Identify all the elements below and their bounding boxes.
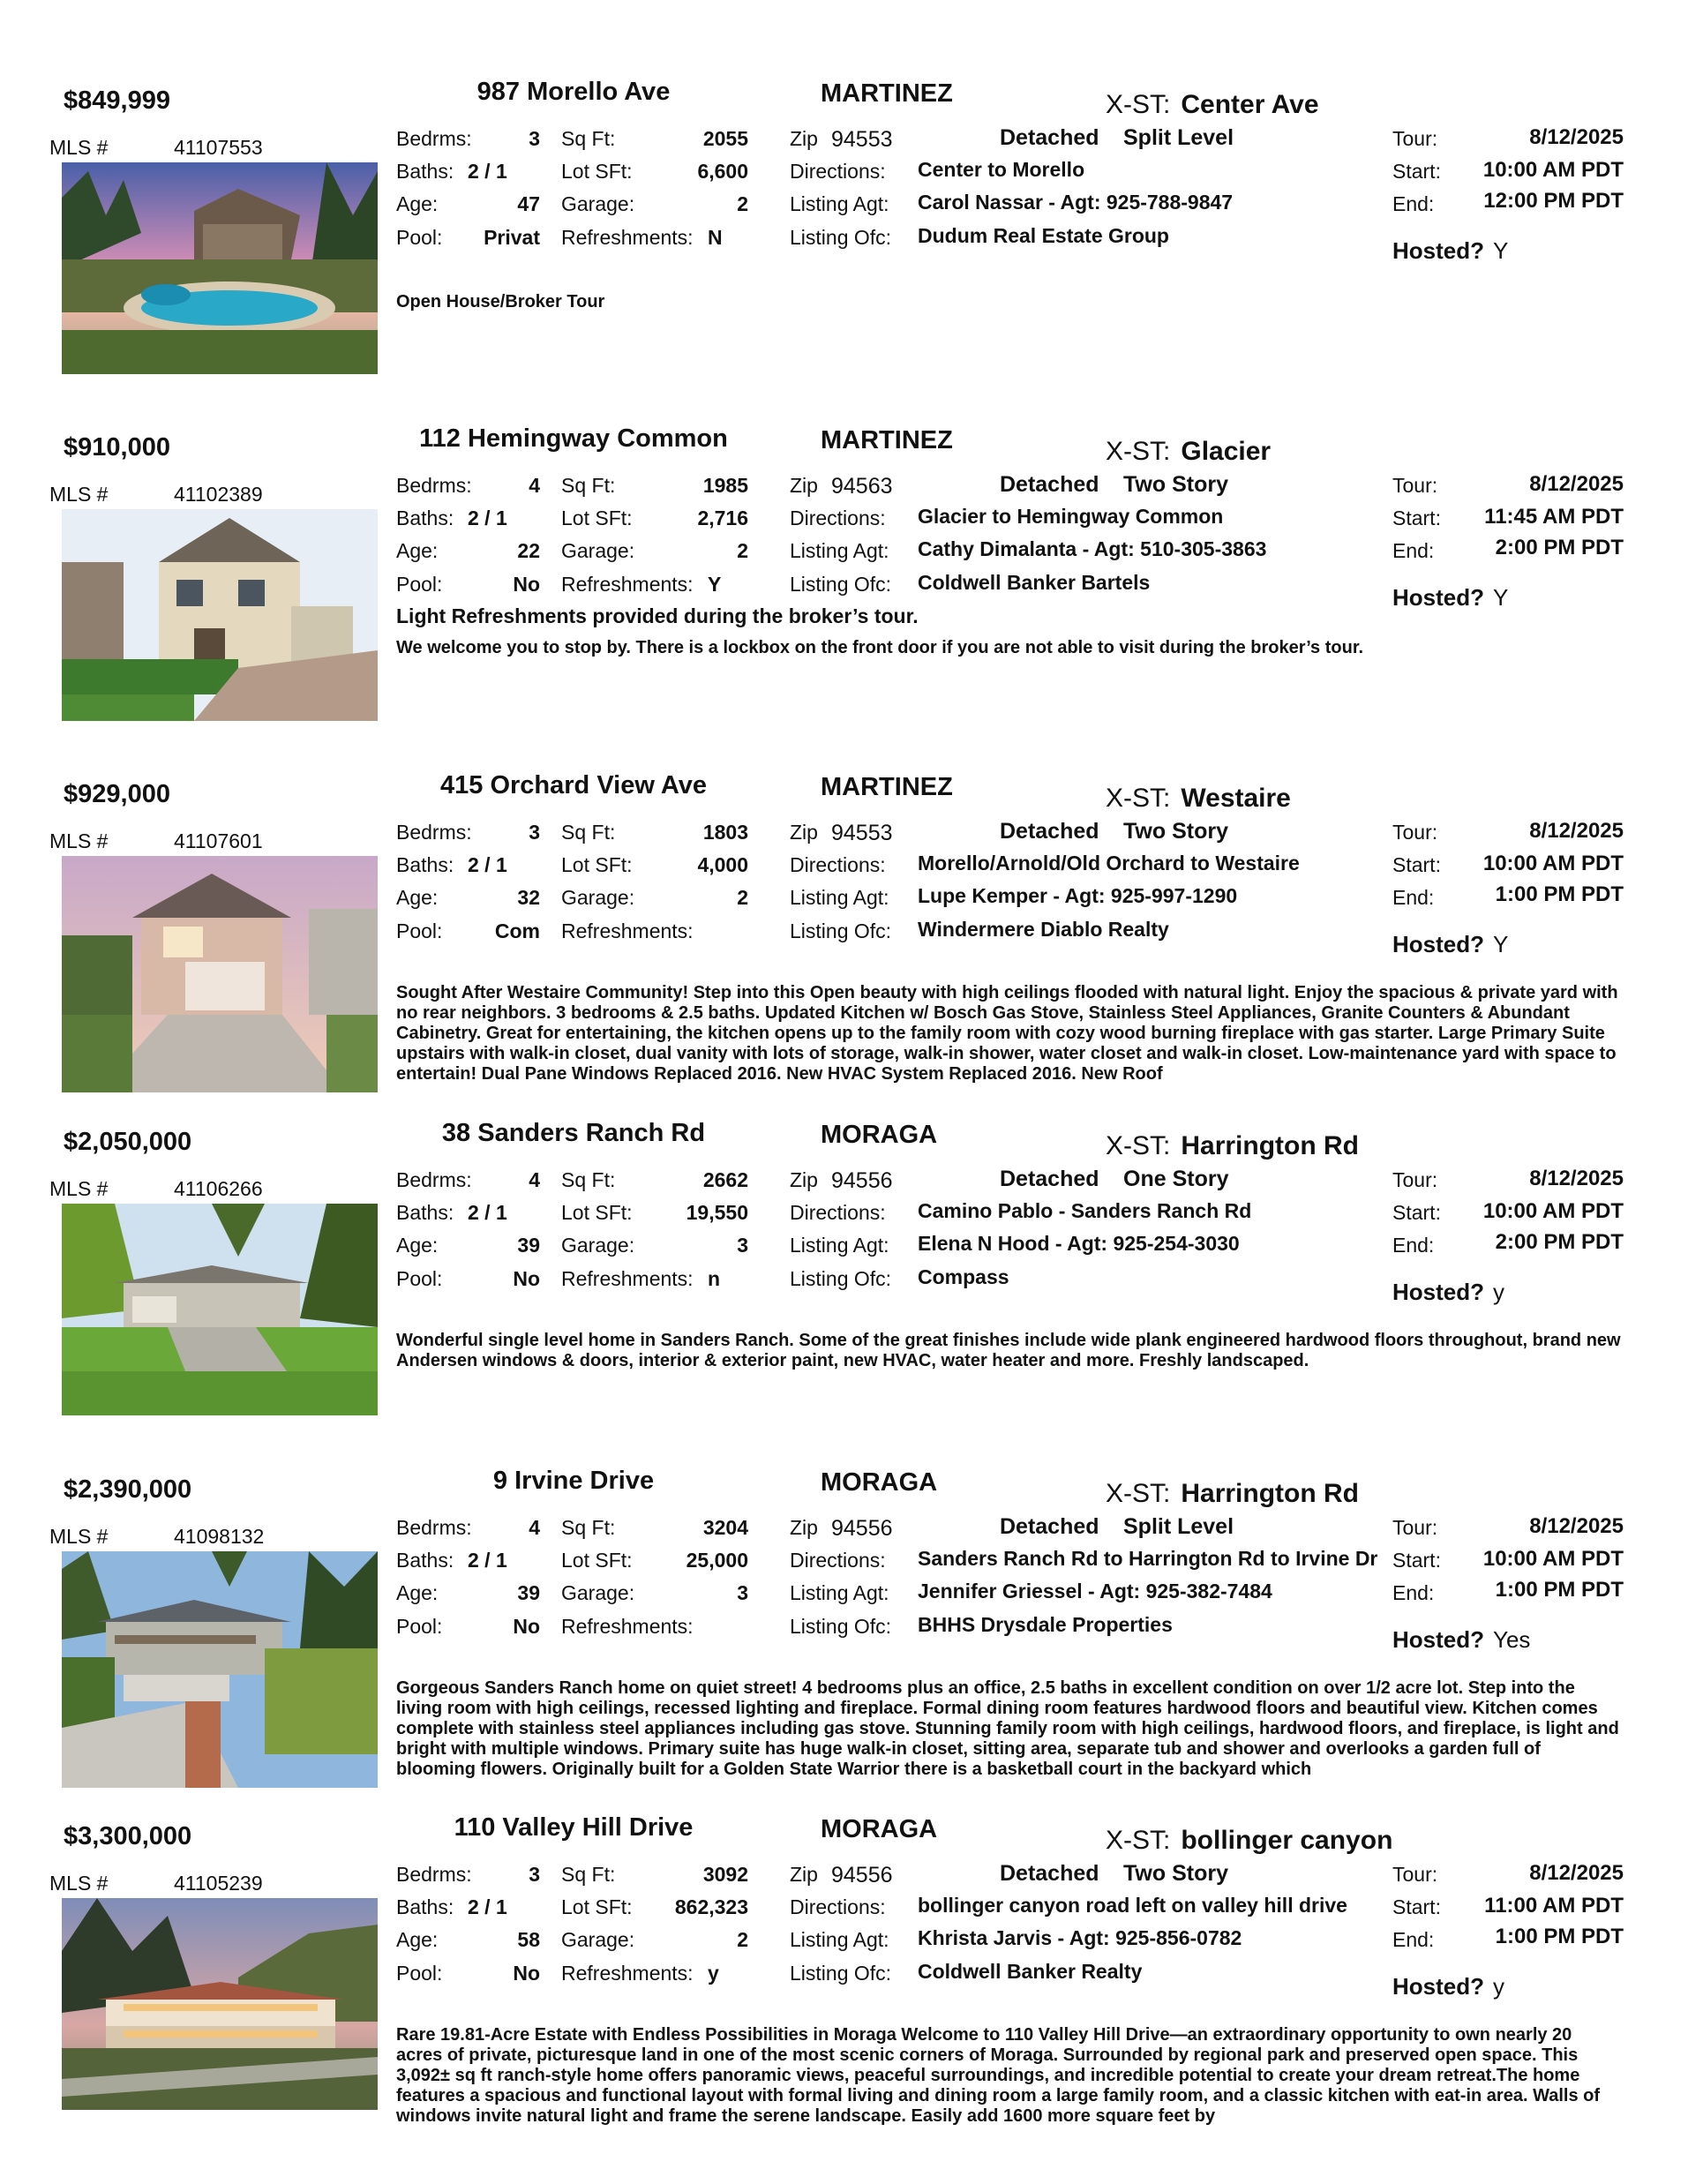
property-style: One Story (1123, 1167, 1229, 1191)
age-value: 22 (517, 539, 540, 562)
garage-label: Garage: (561, 539, 635, 562)
bedrms-label: Bedrms: (396, 821, 472, 844)
end-time: 1:00 PM PDT (1495, 882, 1624, 906)
lotsft-value: 19,550 (686, 1201, 748, 1224)
mls-number: 41098132 (174, 1525, 265, 1548)
zip-label: Zip (790, 474, 818, 497)
bedrms-value: 4 (529, 1168, 540, 1191)
directions-value: Sanders Ranch Rd to Harrington Rd to Irvine Dr (918, 1547, 1378, 1570)
xst-value: Harrington Rd (1181, 1131, 1360, 1160)
bedrms-value: 3 (529, 821, 540, 844)
end-time: 2:00 PM PDT (1495, 1230, 1624, 1254)
listing-city: MARTINEZ (821, 773, 953, 801)
cross-street (1106, 437, 1271, 467)
baths-value: 2 / 1 (468, 1895, 507, 1918)
xst-label: X-ST: (1106, 1131, 1171, 1160)
listing-card (0, 747, 1688, 1082)
hosted-label: Hosted? (1392, 1626, 1484, 1653)
property-type: Detached (1000, 1514, 1099, 1539)
start-time: 10:00 AM PDT (1482, 1547, 1624, 1571)
pool-value: No (513, 573, 540, 596)
age-label: Age: (396, 192, 439, 215)
listing-address: 112 Hemingway Common (419, 424, 728, 453)
listing-office-value: Windermere Diablo Realty (918, 918, 1169, 941)
baths-label: Baths: (396, 160, 454, 183)
listing-card (0, 1094, 1688, 1430)
age-label: Age: (396, 886, 439, 909)
property-photo[interactable] (62, 1204, 378, 1415)
mls-number: 41106266 (174, 1177, 263, 1200)
age-value: 47 (517, 192, 540, 215)
start-label: Start: (1392, 1549, 1441, 1572)
xst-value: Center Ave (1181, 90, 1319, 119)
bedrms-value: 4 (529, 474, 540, 497)
tour-label: Tour: (1392, 821, 1438, 844)
zip-label: Zip (790, 821, 818, 844)
garage-value: 3 (737, 1581, 748, 1604)
listing-card (0, 400, 1688, 735)
start-label: Start: (1392, 1201, 1441, 1224)
refreshments-value: Y (708, 573, 722, 596)
hosted-value: Y (1493, 584, 1509, 611)
tour-date: 8/12/2025 (1529, 1514, 1624, 1538)
xst-label: X-ST: (1106, 90, 1171, 119)
mls-label: MLS # (49, 1872, 109, 1895)
property-photo[interactable] (62, 509, 378, 721)
xst-value: bollinger canyon (1181, 1826, 1393, 1855)
pool-label: Pool: (396, 919, 443, 942)
tour-label: Tour: (1392, 474, 1438, 497)
directions-value: Morello/Arnold/Old Orchard to Westaire (918, 852, 1300, 874)
sqft-label: Sq Ft: (561, 821, 616, 844)
hosted (1392, 1626, 1530, 1654)
listing-office-value: Dudum Real Estate Group (918, 224, 1169, 247)
garage-label: Garage: (561, 1928, 635, 1951)
listing-office-value: BHHS Drysdale Properties (918, 1613, 1173, 1636)
listing-remarks: Wonderful single level home in Sanders Ranch. Some of the great finishes include wide plank engineered hardwood floors throughout, brand new Andersen windows & doors, interior & exterior paint, new HVAC, water heater and more. Freshly landscaped. (396, 1331, 1621, 1370)
listing-price: $2,050,000 (64, 1128, 192, 1156)
baths-value: 2 / 1 (468, 160, 507, 183)
listing-price: $910,000 (64, 433, 170, 462)
bedrms-label: Bedrms: (396, 474, 472, 497)
listing-price: $929,000 (64, 780, 170, 808)
zip-label: Zip (790, 1863, 818, 1886)
pool-label: Pool: (396, 1962, 443, 1985)
start-label: Start: (1392, 1895, 1441, 1918)
listing-address: 987 Morello Ave (476, 78, 671, 106)
end-label: End: (1392, 539, 1435, 562)
start-time: 10:00 AM PDT (1482, 158, 1624, 182)
listing-agent-label: Listing Agt: (790, 192, 889, 215)
directions-value: Center to Morello (918, 158, 1085, 181)
listing-remarks: Rare 19.81-Acre Estate with Endless Possibilities in Moraga Welcome to 110 Valley Hill Drive—an extraordinary opportunity to own nearly 20 acres of private, picturesque land in one of the most scenic corners of Moraga. Surrounded by regional park and preserved open space. This 3,092± sq ft ranch-style home offers panoramic views, peaceful surroundings, and incredible potential to create your dream retreat.The home features a spacious and functional layout with formal living and dining room a large family room, and a classic kitchen with eat-in area. Walls of windows invite natural light and frame the serene landscape. Easily add 1600 more square feet by (396, 2025, 1600, 2126)
xst-value: Westaire (1181, 784, 1291, 813)
listing-city: MARTINEZ (821, 426, 953, 454)
listing-agent-value: Lupe Kemper - Agt: 925-997-1290 (918, 884, 1238, 907)
listing-remarks: We welcome you to stop by. There is a lockbox on the front door if you are not able to visit during the broker’s tour. (396, 638, 1364, 657)
zip-value: 94553 (831, 127, 893, 152)
sqft-label: Sq Ft: (561, 1863, 616, 1886)
tour-label: Tour: (1392, 127, 1438, 150)
property-photo[interactable] (62, 162, 378, 374)
refreshments-value: n (708, 1267, 721, 1290)
listing-agent-value: Carol Nassar - Agt: 925-788-9847 (918, 191, 1234, 214)
end-time: 1:00 PM PDT (1495, 1578, 1624, 1602)
end-label: End: (1392, 886, 1435, 909)
baths-value: 2 / 1 (468, 507, 507, 529)
baths-label: Baths: (396, 1201, 454, 1224)
hosted-label: Hosted? (1392, 1973, 1484, 2000)
xst-label: X-ST: (1106, 437, 1171, 466)
property-style: Split Level (1123, 1514, 1234, 1539)
start-time: 11:45 AM PDT (1484, 505, 1624, 529)
mls-label: MLS # (49, 483, 109, 506)
listing-city: MORAGA (821, 1815, 938, 1843)
end-time: 12:00 PM PDT (1483, 189, 1624, 213)
listing-address: 38 Sanders Ranch Rd (441, 1119, 706, 1147)
lotsft-value: 862,323 (674, 1895, 748, 1918)
listing-agent-value: Jennifer Griessel - Agt: 925-382-7484 (918, 1580, 1272, 1602)
sqft-label: Sq Ft: (561, 474, 616, 497)
start-label: Start: (1392, 507, 1441, 529)
listing-agent-label: Listing Agt: (790, 539, 889, 562)
listing-price: $2,390,000 (64, 1475, 192, 1504)
property-photo[interactable] (62, 1898, 378, 2110)
lotsft-value: 25,000 (686, 1549, 748, 1572)
sqft-value: 1803 (702, 821, 748, 844)
listing-agent-value: Elena N Hood - Agt: 925-254-3030 (918, 1232, 1240, 1255)
refreshments-label: Refreshments: (561, 573, 694, 596)
property-photo[interactable] (62, 1551, 378, 1788)
listing-office-label: Listing Ofc: (790, 1267, 892, 1290)
tour-label: Tour: (1392, 1168, 1438, 1191)
pool-label: Pool: (396, 573, 443, 596)
hosted (1392, 237, 1508, 265)
zip-label: Zip (790, 1516, 818, 1539)
hosted (1392, 1279, 1504, 1306)
garage-value: 2 (737, 886, 748, 909)
baths-label: Baths: (396, 853, 454, 876)
baths-value: 2 / 1 (468, 853, 507, 876)
refreshments-label: Refreshments: (561, 1962, 694, 1985)
mls-label: MLS # (49, 1177, 109, 1200)
listing-address: 110 Valley Hill Drive (454, 1813, 694, 1842)
sqft-label: Sq Ft: (561, 127, 616, 150)
bedrms-value: 3 (529, 127, 540, 150)
lotsft-label: Lot SFt: (561, 507, 633, 529)
cross-street (1106, 1479, 1359, 1509)
bedrms-value: 3 (529, 1863, 540, 1886)
lotsft-value: 4,000 (697, 853, 748, 876)
listing-remarks: Open House/Broker Tour (396, 292, 605, 311)
listing-office-label: Listing Ofc: (790, 919, 892, 942)
hosted (1392, 584, 1508, 612)
bedrms-value: 4 (529, 1516, 540, 1539)
bedrms-label: Bedrms: (396, 127, 472, 150)
listing-remarks: Sought After Westaire Community! Step into this Open beauty with high ceilings flooded with natural light. Enjoy the spacious & private yard with no rear neighbors. 3 bedrooms & 2.5 baths. Updated Kitchen w/ Bosch Gas Stove, Stainless Steel Appliances, Granite Counters & Abundant Cabinetry. Great for entertaining, the kitchen opens up to the family room with cozy wood burning fireplace with gas starter. Large Primary Suite upstairs with walk-in closet, dual vanity with lots of storage, walk-in shower, water closet and walk-in closet. Low-maintenance yard with space to entertain! Dual Pane Windows Replaced 2016. New HVAC System Replaced 2016. New Roof (396, 983, 1618, 1084)
mls-label: MLS # (49, 136, 109, 159)
garage-value: 3 (737, 1234, 748, 1257)
zip-value: 94556 (831, 1168, 893, 1193)
pool-label: Pool: (396, 1267, 443, 1290)
listing-city: MORAGA (821, 1121, 938, 1149)
end-time: 2:00 PM PDT (1495, 536, 1624, 559)
property-type: Detached (1000, 1167, 1099, 1191)
xst-value: Glacier (1181, 437, 1272, 466)
xst-label: X-ST: (1106, 1479, 1171, 1508)
zip-label: Zip (790, 127, 818, 150)
mls-label: MLS # (49, 829, 109, 852)
garage-value: 2 (737, 539, 748, 562)
sqft-label: Sq Ft: (561, 1168, 616, 1191)
pool-value: No (513, 1267, 540, 1290)
garage-label: Garage: (561, 1234, 635, 1257)
xst-label: X-ST: (1106, 1826, 1171, 1855)
hosted-value: Y (1493, 931, 1509, 957)
property-type: Detached (1000, 1861, 1099, 1886)
listing-card (0, 1789, 1688, 2124)
baths-value: 2 / 1 (468, 1549, 507, 1572)
garage-label: Garage: (561, 1581, 635, 1604)
listing-city: MARTINEZ (821, 79, 953, 108)
refreshments-label: Refreshments: (561, 226, 694, 249)
pool-value: Privat (484, 226, 540, 249)
sqft-label: Sq Ft: (561, 1516, 616, 1539)
zip-value: 94553 (831, 821, 893, 845)
listing-agent-label: Listing Agt: (790, 1234, 889, 1257)
listing-price: $3,300,000 (64, 1822, 192, 1850)
listing-agent-label: Listing Agt: (790, 1581, 889, 1604)
property-type: Detached (1000, 472, 1099, 497)
tour-date: 8/12/2025 (1529, 125, 1624, 149)
directions-label: Directions: (790, 160, 886, 183)
listing-city: MORAGA (821, 1468, 938, 1497)
refreshments-label: Refreshments: (561, 1267, 694, 1290)
hosted-label: Hosted? (1392, 584, 1484, 611)
lotsft-label: Lot SFt: (561, 853, 633, 876)
note-headline: Light Refreshments provided during the broker’s tour. (396, 604, 919, 627)
property-type: Detached (1000, 819, 1099, 844)
property-style: Two Story (1123, 472, 1228, 497)
listing-agent-value: Cathy Dimalanta - Agt: 510-305-3863 (918, 537, 1267, 560)
end-label: End: (1392, 1928, 1435, 1951)
age-value: 39 (517, 1234, 540, 1257)
cross-street (1106, 784, 1291, 814)
end-label: End: (1392, 1234, 1435, 1257)
hosted-value: Y (1493, 237, 1509, 264)
lotsft-label: Lot SFt: (561, 1895, 633, 1918)
lotsft-value: 2,716 (697, 507, 748, 529)
listing-price: $849,999 (64, 86, 170, 115)
age-value: 39 (517, 1581, 540, 1604)
hosted-label: Hosted? (1392, 237, 1484, 264)
lotsft-label: Lot SFt: (561, 160, 633, 183)
zip-label: Zip (790, 1168, 818, 1191)
property-type: Detached (1000, 125, 1099, 150)
xst-value: Harrington Rd (1181, 1479, 1360, 1508)
sqft-value: 1985 (702, 474, 748, 497)
refreshments-value: y (708, 1962, 719, 1985)
property-photo[interactable] (62, 856, 378, 1092)
lotsft-value: 6,600 (697, 160, 748, 183)
cross-street (1106, 1131, 1359, 1161)
sqft-value: 3092 (702, 1863, 748, 1886)
age-value: 58 (517, 1928, 540, 1951)
lotsft-label: Lot SFt: (561, 1549, 633, 1572)
refreshments-value: N (708, 226, 723, 249)
listing-office-label: Listing Ofc: (790, 1615, 892, 1638)
end-label: End: (1392, 192, 1435, 215)
cross-street (1106, 1826, 1392, 1856)
listing-agent-value: Khrista Jarvis - Agt: 925-856-0782 (918, 1926, 1242, 1949)
hosted-value: Yes (1493, 1626, 1531, 1653)
age-label: Age: (396, 1234, 439, 1257)
mls-number: 41105239 (174, 1872, 263, 1895)
directions-label: Directions: (790, 853, 886, 876)
directions-label: Directions: (790, 1895, 886, 1918)
zip-value: 94556 (831, 1863, 893, 1888)
listing-office-label: Listing Ofc: (790, 226, 892, 249)
pool-value: No (513, 1615, 540, 1638)
start-time: 10:00 AM PDT (1482, 852, 1624, 875)
pool-label: Pool: (396, 1615, 443, 1638)
listing-office-value: Compass (918, 1265, 1009, 1288)
baths-label: Baths: (396, 507, 454, 529)
directions-label: Directions: (790, 1201, 886, 1224)
mls-label: MLS # (49, 1525, 109, 1548)
end-time: 1:00 PM PDT (1495, 1925, 1624, 1948)
garage-value: 2 (737, 1928, 748, 1951)
xst-label: X-ST: (1106, 784, 1171, 813)
sqft-value: 2662 (702, 1168, 748, 1191)
listing-address: 9 Irvine Drive (492, 1467, 655, 1495)
listing-card (0, 1442, 1688, 1777)
directions-label: Directions: (790, 1549, 886, 1572)
baths-label: Baths: (396, 1895, 454, 1918)
age-label: Age: (396, 539, 439, 562)
age-value: 32 (517, 886, 540, 909)
baths-label: Baths: (396, 1549, 454, 1572)
hosted-label: Hosted? (1392, 931, 1484, 957)
pool-value: Com (494, 919, 540, 942)
property-style: Two Story (1123, 819, 1228, 844)
mls-number: 41107601 (174, 829, 263, 852)
tour-date: 8/12/2025 (1529, 819, 1624, 843)
garage-label: Garage: (561, 192, 635, 215)
start-label: Start: (1392, 160, 1441, 183)
start-time: 11:00 AM PDT (1484, 1894, 1624, 1918)
directions-label: Directions: (790, 507, 886, 529)
tour-date: 8/12/2025 (1529, 1861, 1624, 1885)
garage-label: Garage: (561, 886, 635, 909)
start-label: Start: (1392, 853, 1441, 876)
hosted (1392, 931, 1508, 958)
bedrms-label: Bedrms: (396, 1863, 472, 1886)
start-time: 10:00 AM PDT (1482, 1199, 1624, 1223)
listing-office-label: Listing Ofc: (790, 573, 892, 596)
listing-agent-label: Listing Agt: (790, 1928, 889, 1951)
refreshments-label: Refreshments: (561, 919, 694, 942)
mls-number: 41107553 (174, 136, 263, 159)
baths-value: 2 / 1 (468, 1201, 507, 1224)
directions-value: bollinger canyon road left on valley hill drive (918, 1894, 1347, 1917)
garage-value: 2 (737, 192, 748, 215)
property-style: Split Level (1123, 125, 1234, 150)
directions-value: Camino Pablo - Sanders Ranch Rd (918, 1199, 1252, 1222)
property-style: Two Story (1123, 1861, 1228, 1886)
hosted (1392, 1973, 1504, 2000)
cross-street (1106, 90, 1319, 120)
listing-office-value: Coldwell Banker Bartels (918, 571, 1151, 594)
mls-number: 41102389 (174, 483, 263, 506)
tour-date: 8/12/2025 (1529, 472, 1624, 496)
tour-date: 8/12/2025 (1529, 1167, 1624, 1190)
refreshments-label: Refreshments: (561, 1615, 694, 1638)
sqft-value: 3204 (702, 1516, 748, 1539)
age-label: Age: (396, 1928, 439, 1951)
listing-address: 415 Orchard View Ave (440, 771, 707, 799)
hosted-value: y (1493, 1279, 1504, 1305)
listing-agent-label: Listing Agt: (790, 886, 889, 909)
listing-card (0, 53, 1688, 388)
hosted-label: Hosted? (1392, 1279, 1484, 1305)
listing-remarks: Gorgeous Sanders Ranch home on quiet street! 4 bedrooms plus an office, 2.5 baths in excellent condition on over 1/2 acre lot. Step into the living room with high ceilings, recessed lighting and fireplace. Formal dining room features hardwood floors and beautiful view. Kitchen comes complete with stainless steel appliances including gas stove. Stunning family room with high ceilings, hardwood floors, and fireplace, is light and bright with multiple windows. Primary suite has huge walk-in closet, sitting area, separate tub and shower and overlooks a garden full of blooming flowers. Originally built for a Golden State Warrior there is a basketball court in the backyard which (396, 1678, 1619, 1779)
sqft-value: 2055 (702, 127, 748, 150)
hosted-value: y (1493, 1973, 1504, 2000)
pool-label: Pool: (396, 226, 443, 249)
bedrms-label: Bedrms: (396, 1516, 472, 1539)
bedrms-label: Bedrms: (396, 1168, 472, 1191)
listing-office-label: Listing Ofc: (790, 1962, 892, 1985)
tour-label: Tour: (1392, 1863, 1438, 1886)
zip-value: 94556 (831, 1516, 893, 1541)
end-label: End: (1392, 1581, 1435, 1604)
lotsft-label: Lot SFt: (561, 1201, 633, 1224)
listing-office-value: Coldwell Banker Realty (918, 1960, 1143, 1983)
tour-label: Tour: (1392, 1516, 1438, 1539)
zip-value: 94563 (831, 474, 893, 499)
directions-value: Glacier to Hemingway Common (918, 505, 1224, 528)
pool-value: No (513, 1962, 540, 1985)
age-label: Age: (396, 1581, 439, 1604)
